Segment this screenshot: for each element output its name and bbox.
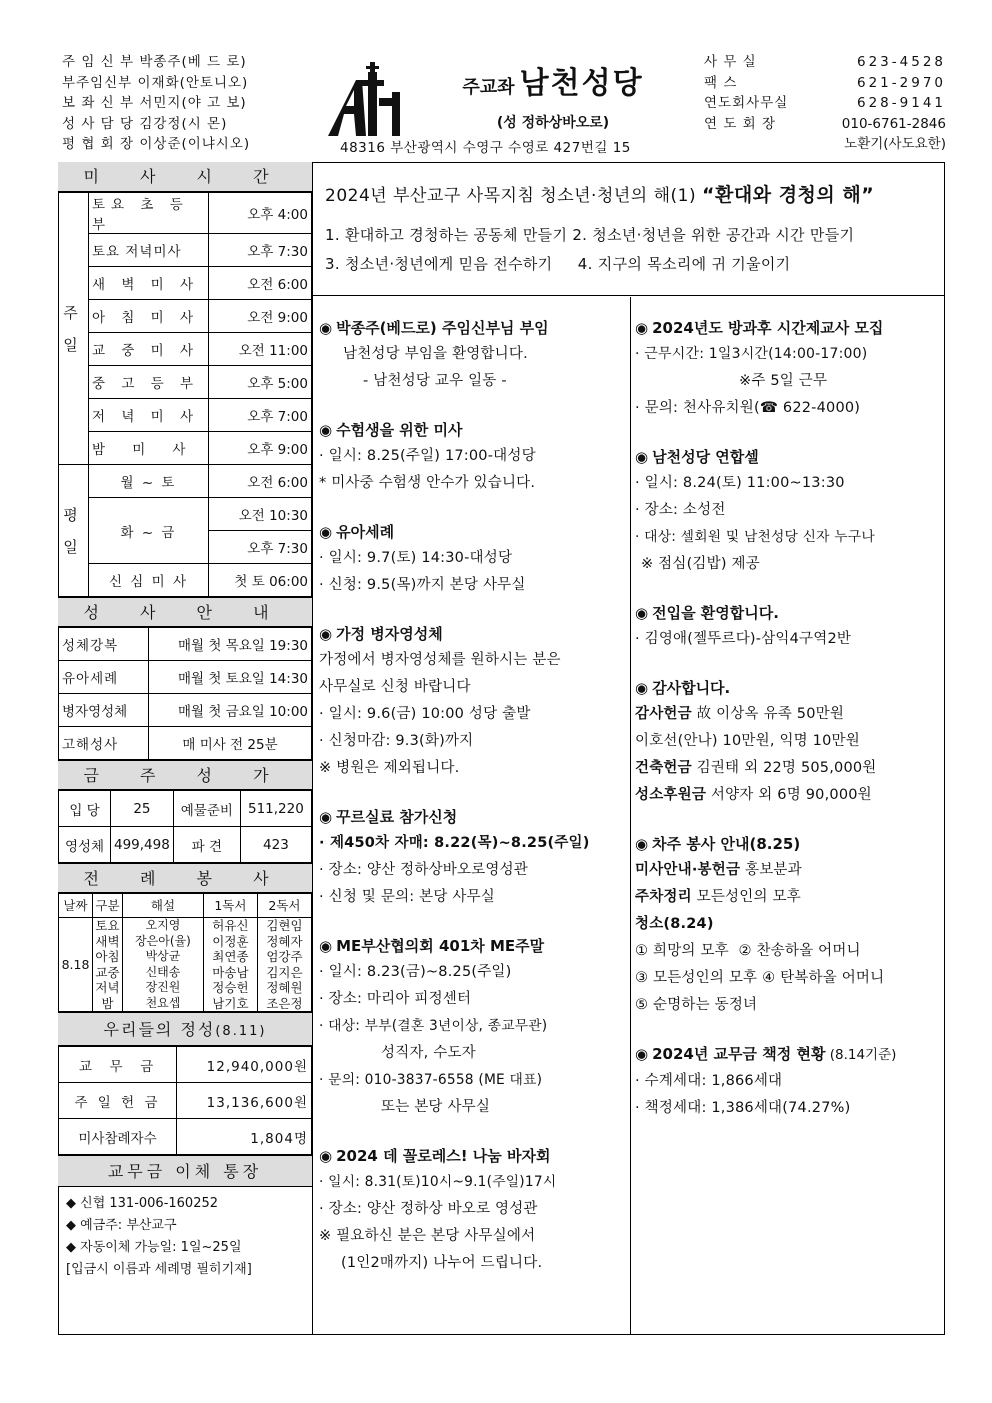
news-title xyxy=(635,1041,945,1068)
mass-name: 토요 초 등 부 xyxy=(89,193,209,234)
liturgy-type: 밤 xyxy=(101,995,114,1011)
banner-quote: “환대와 경청의 해” xyxy=(702,184,875,206)
bank-title: 교무금 이체 통장 xyxy=(58,1155,312,1187)
news-item xyxy=(319,621,630,782)
offering-title xyxy=(58,1012,312,1046)
news-line: ※ 점심(김밥) 제공 xyxy=(641,556,760,572)
liturgy-type: 토요 xyxy=(95,918,120,933)
bullet-icon: ◉ xyxy=(319,421,333,439)
news-line: · 책정세대: 1,386세대(74.27%) xyxy=(635,1100,851,1116)
mass-time: 오후 7:00 xyxy=(209,399,312,432)
news-line-text: 故 이상옥 유족 50만원 xyxy=(691,706,845,722)
news-line: 남천성당 부임을 환영합니다. xyxy=(343,346,528,362)
news-item xyxy=(635,831,945,1019)
hymns-table xyxy=(58,790,312,863)
contact-list xyxy=(704,52,946,155)
news-title xyxy=(319,417,630,443)
news-line-label: 주차정리 xyxy=(635,889,692,905)
bullet-icon: ◉ xyxy=(319,808,333,826)
offering-name: 교 무 금 xyxy=(59,1047,177,1083)
mass-time: 오전 9:00 xyxy=(209,300,312,333)
news-title xyxy=(319,1143,630,1169)
news-line: 성직자, 수도자 xyxy=(381,1045,476,1061)
news-line xyxy=(635,782,945,809)
news-line: * 미사중 수험생 안수가 있습니다. xyxy=(319,475,536,491)
news-line xyxy=(635,701,945,728)
offering-value: 13,136,600원 xyxy=(177,1083,312,1119)
sacrament-table xyxy=(58,627,312,760)
mass-name: 아 침 미 사 xyxy=(89,300,209,333)
news-title-text: 수험생을 위한 미사 xyxy=(336,421,463,439)
news-item xyxy=(635,444,945,578)
bank-line: [입금시 이름과 세례명 필히기재] xyxy=(66,1262,252,1277)
news-title-text: 남천성당 연합셀 xyxy=(652,448,759,466)
liturgy-type: 저녁 xyxy=(95,980,120,995)
news-item xyxy=(319,933,630,1121)
liturgy-type: 새벽 xyxy=(95,933,120,949)
news-line xyxy=(635,884,945,911)
hymn-number: 25 xyxy=(111,791,174,827)
mass-time: 오전 6:00 xyxy=(209,267,312,300)
contact-value: 623-4528 xyxy=(857,54,946,70)
liturgy-table xyxy=(58,893,312,1012)
news-line: · 근무시간: 1일3시간(14:00-17:00) xyxy=(635,346,868,362)
news-item xyxy=(319,1143,630,1277)
reader: 이정훈 xyxy=(212,933,249,949)
mass-name: 토요 저녁미사 xyxy=(89,234,209,267)
news-line-text: 김권태 외 22명 505,000원 xyxy=(691,760,877,776)
news-line-label: 성소후원금 xyxy=(635,787,707,803)
banner-heading-text: 2024년 부산교구 사목지침 청소년·청년의 해(1) xyxy=(325,186,697,206)
news-line-text: 서양자 외 6명 90,000원 xyxy=(706,787,872,803)
sunday-label-char: 주 xyxy=(63,303,84,322)
sacrament-title: 성 사 안 내 xyxy=(58,597,312,627)
news-line: ※주 5일 근무 xyxy=(739,373,828,389)
news-title-text: 2024 데 꼴로레스! 나눔 바자회 xyxy=(336,1147,551,1165)
contact-row xyxy=(704,52,946,73)
banner-line: 3. 청소년·청년에게 믿음 전수하기 4. 지구의 목소리에 귀 기울이기 xyxy=(325,255,791,273)
sacrament-desc: 매월 첫 목요일 19:30 xyxy=(149,628,312,661)
commentator: 오지영 xyxy=(145,918,181,932)
sacrament-name: 성체강복 xyxy=(59,628,149,661)
news-title-text: 꾸르실료 참가신청 xyxy=(336,808,458,826)
bank-info xyxy=(58,1187,312,1287)
bullet-icon: ◉ xyxy=(319,937,333,955)
news-line: · 대상: 부부(결혼 3년이상, 종교무관) xyxy=(319,1018,548,1034)
news-line: · 문의: 천사유치원(☎ 622-4000) xyxy=(635,400,861,416)
news-line: ※ 병원은 제외됩니다. xyxy=(319,760,460,776)
hymn-number: 511,220 xyxy=(240,791,311,827)
news-line: · 일시: 8.23(금)~8.25(주일) xyxy=(319,964,512,980)
bullet-icon: ◉ xyxy=(635,319,649,337)
mass-name: 저 녁 미 사 xyxy=(89,399,209,432)
news-item xyxy=(319,519,630,599)
sunday-label xyxy=(59,193,89,465)
news-line: · 일시: 8.31(토)10시~9.1(주일)17시 xyxy=(319,1174,557,1190)
reader: 김현임 xyxy=(266,918,303,933)
weekday-label-char: 평 xyxy=(63,505,84,524)
news-line-text: 홍보분과 xyxy=(740,862,802,878)
contact-row xyxy=(704,73,946,94)
banner-heading xyxy=(325,180,935,207)
news-line: · 제450차 자매: 8.22(목)~8.25(주일) xyxy=(319,835,590,851)
bullet-icon: ◉ xyxy=(635,679,649,697)
news-line: · 장소: 양산 정하상바오로영성관 xyxy=(319,862,529,878)
news-item xyxy=(319,804,630,911)
news-line: ① 희망의 모후 ② 찬송하올 어머니 xyxy=(635,943,861,959)
commentator: 박상균 xyxy=(145,949,181,963)
contact-value: 628-9141 xyxy=(857,95,946,111)
bank-line: ◆ 자동이체 가능일: 1일~25일 xyxy=(66,1240,242,1255)
news-line: · 신청: 9.5(목)까지 본당 사무실 xyxy=(319,577,526,593)
contact-value: 노환기(사도요한) xyxy=(844,136,946,152)
news-line: ③ 모든성인의 모후 ④ 탄복하올 어머니 xyxy=(635,970,885,986)
news-line: (1인2매까지) 나누어 드립니다. xyxy=(341,1255,543,1271)
hymn-number: 499,498 xyxy=(111,827,174,863)
bank-line: ◆ 예금주: 부산교구 xyxy=(66,1218,177,1233)
liturgy-header: 2독서 xyxy=(257,894,311,918)
news-title-text: 2024년 교무금 책정 현황 xyxy=(652,1045,826,1063)
news-title-text: 유아세례 xyxy=(336,523,395,541)
offering-date: (8.11) xyxy=(215,1024,267,1039)
mass-time: 오후 7:30 xyxy=(209,531,312,564)
hymns-title: 금 주 성 가 xyxy=(58,760,312,790)
mass-time: 오전 11:00 xyxy=(209,333,312,366)
news-line: · 대상: 셀회원 및 남천성당 신자 누구나 xyxy=(635,529,875,545)
contact-label: 팩 스 xyxy=(704,74,738,91)
news-line: · 김영애(젤뚜르다)-삼익4구역2반 xyxy=(635,631,852,647)
news-line xyxy=(635,755,945,782)
news-title xyxy=(635,600,945,626)
bullet-icon: ◉ xyxy=(319,319,333,337)
address: 48316 부산광역시 수영구 수영로 427번길 15 xyxy=(340,140,631,156)
hymn-label: 파 견 xyxy=(173,827,240,863)
news-title xyxy=(635,675,945,701)
news-line-label: 감사헌금 xyxy=(635,706,692,722)
mass-times-table xyxy=(58,192,312,597)
mass-time: 오전 10:30 xyxy=(209,498,312,531)
reader: 엄강주 xyxy=(266,949,303,964)
bullet-icon: ◉ xyxy=(635,448,649,466)
contact-label: 사 무 실 xyxy=(704,54,757,70)
title-prefix: 주교좌 xyxy=(462,77,515,98)
weekday-label xyxy=(59,465,89,597)
reader: 최연종 xyxy=(212,949,249,964)
sidebar xyxy=(58,162,313,1335)
reader: 정승헌 xyxy=(212,980,249,995)
offering-value: 12,940,000원 xyxy=(177,1047,312,1083)
news-column-right xyxy=(631,297,945,1335)
news-title-text: 전입을 환영합니다. xyxy=(652,604,779,622)
liturgy-header: 날짜 xyxy=(59,894,93,918)
contact-label: 연 도 회 장 xyxy=(704,115,777,132)
news-title xyxy=(319,933,630,959)
mass-name: 중 고 등 부 xyxy=(89,366,209,399)
offering-name: 주 일 헌 금 xyxy=(59,1083,177,1119)
offering-name: 미사참례자수 xyxy=(59,1119,177,1155)
clergy-line: 보 좌 신 부 서민지(야 고 보) xyxy=(62,95,247,111)
clergy-line: 성 사 담 당 김강정(시 몬) xyxy=(62,115,228,132)
news-item xyxy=(635,315,945,422)
mass-name: 교 중 미 사 xyxy=(89,333,209,366)
clergy-line: 평 협 회 장 이상준(이냐시오) xyxy=(62,136,251,152)
mass-name: 새 벽 미 사 xyxy=(89,267,209,300)
news-line: · 일시: 8.24(토) 11:00~13:30 xyxy=(635,475,845,491)
clergy-list xyxy=(62,52,312,155)
bullet-icon: ◉ xyxy=(635,1045,649,1063)
liturgy-reader2 xyxy=(257,918,311,1012)
news-line-text: 모든성인의 모후 xyxy=(691,889,801,905)
sacrament-name: 고해성사 xyxy=(59,727,149,760)
bank-line: ◆ 신협 131-006-160252 xyxy=(66,1196,219,1211)
mass-name: 신 심 미 사 xyxy=(89,564,209,597)
bullet-icon: ◉ xyxy=(319,625,333,643)
news-title xyxy=(319,621,630,647)
reader: 남기호 xyxy=(212,995,249,1011)
commentator: 장진원 xyxy=(145,980,181,994)
news-line: 청소(8.24) xyxy=(635,916,714,932)
sacrament-name: 유아세례 xyxy=(59,661,149,694)
commentator: 천요셉 xyxy=(145,995,181,1010)
news-line-label: 미사안내·봉헌금 xyxy=(635,862,741,878)
news-line: 이호선(안나) 10만원, 익명 10만원 xyxy=(635,733,860,749)
hymn-label: 예물준비 xyxy=(173,791,240,827)
bullet-icon: ◉ xyxy=(319,523,333,541)
reader: 조은정 xyxy=(266,995,303,1011)
mass-name: 화 ~ 금 xyxy=(89,498,209,564)
hymn-number: 423 xyxy=(240,827,311,863)
clergy-line: 부주임신부 이재화(안토니오) xyxy=(62,74,249,91)
commentator: 장은아(율) xyxy=(135,933,191,948)
title-block xyxy=(418,58,688,132)
mass-time: 오전 6:00 xyxy=(209,465,312,498)
mass-time: 오후 7:30 xyxy=(209,234,312,267)
news-title xyxy=(635,831,945,857)
news-item xyxy=(319,417,630,497)
news-line: 또는 본당 사무실 xyxy=(381,1099,491,1115)
hymn-label: 영성체 xyxy=(59,827,111,863)
news-line: · 신청마감: 9.3(화)까지 xyxy=(319,733,474,749)
bullet-icon: ◉ xyxy=(635,604,649,622)
commentator: 신태송 xyxy=(145,964,181,979)
clergy-line: 주 임 신 부 박종주(베 드 로) xyxy=(62,54,247,70)
news-line: - 남천성당 교우 일동 - xyxy=(363,373,507,389)
pastoral-banner xyxy=(313,162,945,296)
liturgy-types xyxy=(93,918,123,1012)
news-line: 사무실로 신청 바랍니다 xyxy=(319,679,471,695)
mass-time: 오후 5:00 xyxy=(209,366,312,399)
liturgy-date: 8.18 xyxy=(59,918,93,1012)
sunday-label-char: 일 xyxy=(63,335,84,354)
contact-row xyxy=(704,114,946,135)
news-line xyxy=(635,857,945,884)
liturgy-title: 전 례 봉 사 xyxy=(58,863,312,893)
news-column-left xyxy=(313,297,631,1335)
sacrament-name: 병자영성체 xyxy=(59,694,149,727)
news-title-text: 차주 봉사 안내(8.25) xyxy=(652,835,801,853)
sacrament-desc: 매 미사 전 25분 xyxy=(149,727,312,760)
news-title-text: ME부산협의회 401차 ME주말 xyxy=(336,937,545,955)
news-title-text: 가정 병자영성체 xyxy=(336,625,443,643)
parish-subtitle: (성 정하상바오로) xyxy=(496,115,610,131)
sacrament-desc: 매월 첫 금요일 10:00 xyxy=(149,694,312,727)
contact-value: 621-2970 xyxy=(857,74,946,91)
liturgy-type: 아침 xyxy=(95,949,120,964)
mass-time: 오후 4:00 xyxy=(209,193,312,234)
reader: 정혜자 xyxy=(266,933,303,949)
news-title-note: (8.14기준) xyxy=(825,1047,897,1063)
liturgy-commentators xyxy=(123,918,204,1012)
sacrament-desc: 매월 첫 토요일 14:30 xyxy=(149,661,312,694)
news-line: · 장소: 마리아 피정센터 xyxy=(319,991,472,1007)
news-line: ⑤ 순명하는 동정녀 xyxy=(635,997,758,1013)
liturgy-header: 1독서 xyxy=(203,894,257,918)
news-item xyxy=(319,315,630,395)
parish-title: 남천성당 xyxy=(519,66,644,101)
news-line: · 장소: 양산 정하상 바오로 영성관 xyxy=(319,1201,538,1217)
news-item xyxy=(635,675,945,809)
news-item xyxy=(635,1041,945,1122)
bullet-icon: ◉ xyxy=(319,1147,333,1165)
reader: 마송남 xyxy=(212,964,249,980)
mass-name: 월 ~ 토 xyxy=(89,465,209,498)
liturgy-header: 해설 xyxy=(123,894,204,918)
news-line: · 수계세대: 1,866세대 xyxy=(635,1073,783,1089)
reader: 정혜원 xyxy=(266,980,303,995)
news-title xyxy=(319,315,630,341)
banner-line: 1. 환대하고 경청하는 공동체 만들기 2. 청소년·청년을 위한 공간과 시간 만들기 xyxy=(325,226,855,244)
news-line: 가정에서 병자영성체를 원하시는 분은 xyxy=(319,652,561,668)
offering-title-text: 우리들의 정성 xyxy=(103,1020,216,1039)
news-title xyxy=(319,804,630,830)
news-line: · 일시: 9.6(금) 10:00 성당 출발 xyxy=(319,706,531,722)
mass-times-title: 미 사 시 간 xyxy=(58,162,312,192)
contact-label: 연도회사무실 xyxy=(704,95,789,111)
news-title-text: 박종주(베드로) 주임신부님 부임 xyxy=(336,319,549,337)
reader: 김지은 xyxy=(266,964,303,980)
news-title xyxy=(635,444,945,470)
parish-logo xyxy=(326,58,416,148)
mass-time: 오후 9:00 xyxy=(209,432,312,465)
offering-table xyxy=(58,1046,312,1155)
offering-value: 1,804명 xyxy=(177,1119,312,1155)
news-title-text: 감사합니다. xyxy=(652,679,731,697)
news-line: · 장소: 소성전 xyxy=(635,502,726,518)
liturgy-type: 교중 xyxy=(95,964,120,980)
contact-row xyxy=(704,134,946,155)
news-line: ※ 필요하신 분은 본당 사무실에서 xyxy=(319,1228,536,1244)
mass-name: 밤 미 사 xyxy=(89,432,209,465)
news-line: · 신청 및 문의: 본당 사무실 xyxy=(319,889,496,905)
contact-value: 010-6761-2846 xyxy=(841,115,946,132)
liturgy-reader1 xyxy=(203,918,257,1012)
news-line-label: 건축헌금 xyxy=(635,760,692,776)
reader: 허유신 xyxy=(212,918,249,933)
news-title xyxy=(635,315,945,341)
weekday-label-char: 일 xyxy=(63,537,84,556)
contact-row xyxy=(704,93,946,114)
news-title xyxy=(319,519,630,545)
news-line: · 일시: 8.25(주일) 17:00-대성당 xyxy=(319,448,536,464)
news-title-text: 2024년도 방과후 시간제교사 모집 xyxy=(652,319,884,337)
mass-time: 첫 토 06:00 xyxy=(209,564,312,597)
hymn-label: 입 당 xyxy=(59,791,111,827)
liturgy-header: 구분 xyxy=(93,894,123,918)
news-item xyxy=(635,600,945,653)
bullet-icon: ◉ xyxy=(635,835,649,853)
news-line: · 일시: 9.7(토) 14:30-대성당 xyxy=(319,550,513,566)
news-line: · 문의: 010-3837-6558 (ME 대표) xyxy=(319,1072,543,1088)
